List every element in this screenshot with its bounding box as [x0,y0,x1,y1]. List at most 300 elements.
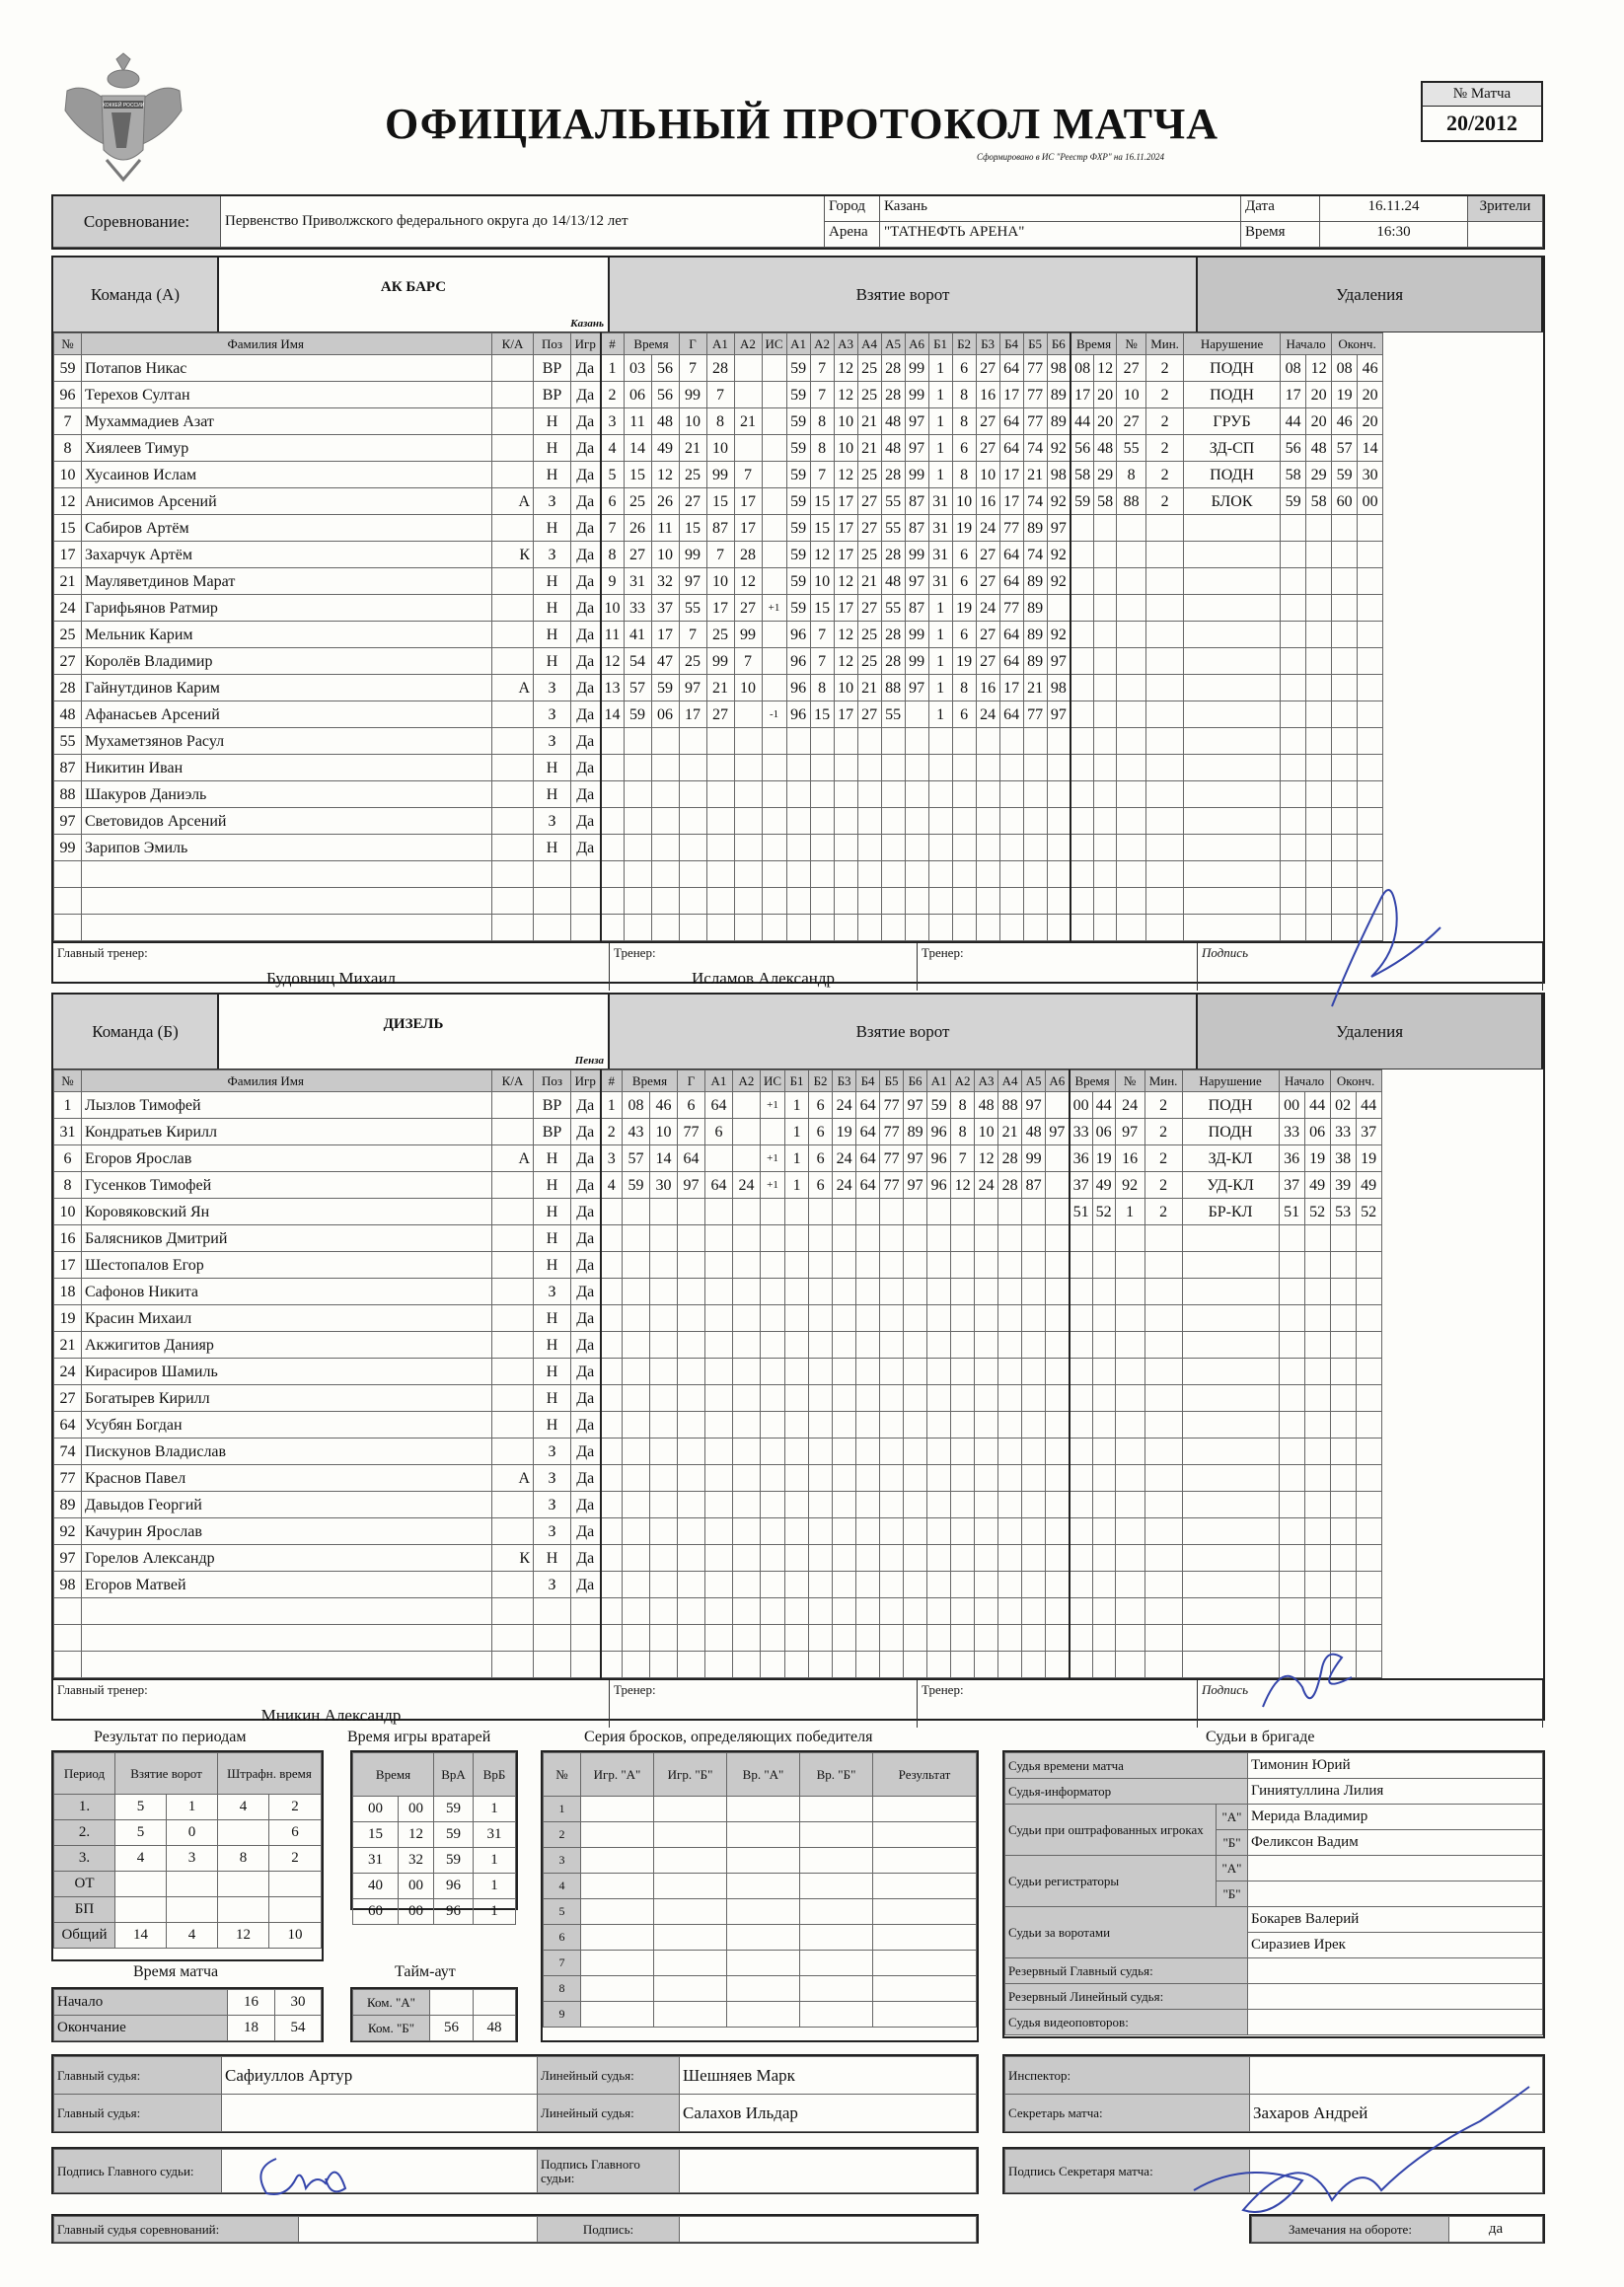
pen-start-sec: 52 [1304,1199,1330,1225]
onice-player: 59 [786,382,810,408]
player-position: Н [534,1332,571,1359]
player-name [82,1598,492,1625]
period-value [167,1897,218,1923]
player-position: Н [534,622,571,648]
pen-player [1117,622,1146,648]
onice-player: 12 [834,568,857,595]
team-b-label: Команда (Б) [53,995,219,1069]
onice-player [951,1625,975,1652]
pen-player: 88 [1117,488,1146,515]
pen-player [1117,728,1146,755]
pen-start-min [1279,1545,1304,1572]
pen-player [1115,1332,1144,1359]
goal-player: 25 [706,622,734,648]
team-a-sign-cell [1198,943,1543,991]
team-a-penalties-title: Удаления [1198,258,1543,332]
goal-time: 26 [624,515,651,542]
onice-player: 74 [1023,542,1047,568]
pen-end-sec: 20 [1358,408,1383,435]
onice-player: 12 [951,1172,975,1199]
player-role: А [492,488,534,515]
goal-player [733,1598,761,1625]
team-a-goals-title: Взятие ворот [610,258,1198,332]
onice-player [1022,1359,1046,1385]
penalty-judge-b: Феликсон Вадим [1248,1830,1543,1856]
player-position: З [534,1439,571,1465]
spectators-label: Зрители [1468,196,1543,222]
onice-player: 64 [856,1145,880,1172]
onice-player [1046,1492,1070,1518]
player-number: 10 [54,462,82,488]
onice-player [785,1598,809,1625]
goal-number: 3 [601,408,625,435]
period-value: 12 [218,1923,269,1949]
onice-player [1022,1279,1046,1305]
goal-player: 55 [679,595,706,622]
pen-minutes [1144,1518,1182,1545]
goal-player [679,835,706,861]
goal-player [733,1279,761,1305]
player-number [54,915,82,941]
player-position [534,1625,571,1652]
shootout-row-number: 1 [544,1797,581,1822]
goal-player: 97 [679,568,706,595]
time-label: Время [1241,222,1320,248]
player-played: Да [571,1385,601,1412]
goal-time: 12 [651,462,679,488]
player-played: Да [571,1092,601,1119]
onice-player [880,1279,904,1305]
secretary-value: Захаров Андрей [1250,2095,1543,2132]
team-b-trainer-label: Тренер: [614,1682,656,1697]
onice-col-header: Б6 [904,1070,927,1092]
onice-player [999,915,1023,941]
goal-judges-label: Судьи за воротами [1005,1907,1248,1958]
onice-player: 77 [880,1145,904,1172]
onice-player: 97 [905,435,928,462]
pen-end-sec [1358,781,1383,808]
shootout-row-number: 9 [544,2002,581,2028]
onice-player: 15 [810,488,834,515]
time-value: 16:30 [1320,222,1468,248]
onice-player [904,1545,927,1572]
player-played: Да [571,595,601,622]
onice-player: 48 [881,435,905,462]
onice-player [880,1359,904,1385]
pen-time-min: 59 [1070,488,1094,515]
pen-player: 27 [1117,355,1146,382]
goalie-time-value: 59 [434,1822,474,1848]
goal-time [650,1385,678,1412]
player-role [492,1279,534,1305]
col-name-header: Фамилия Имя [82,1070,492,1092]
pen-end-min [1332,808,1358,835]
onice-player [1023,808,1047,835]
goalie-time-value: 12 [399,1822,434,1848]
player-number: 16 [54,1225,82,1252]
pen-time-sec [1094,888,1117,915]
match-time-title: Время матча [133,1963,219,1980]
player-role [492,1305,534,1332]
onice-player [834,835,857,861]
goal-situation: +1 [761,1172,785,1199]
onice-player [928,835,952,861]
onice-player [951,1598,975,1625]
player-role [492,1252,534,1279]
onice-player [976,728,999,755]
player-number: 99 [54,835,82,861]
shootout-cell [800,1822,873,1848]
pen-end-min [1330,1305,1356,1332]
goal-player: 97 [679,675,706,701]
player-role [492,1332,534,1359]
onice-player: 24 [976,595,999,622]
period-row [54,1820,322,1846]
period-value [167,1872,218,1897]
onice-player: 21 [998,1119,1022,1145]
onice-player [857,915,881,941]
onice-player [881,861,905,888]
onice-player [856,1492,880,1518]
goal-time: 59 [623,1172,650,1199]
goal-situation: +1 [761,1145,785,1172]
onice-player: 17 [999,462,1023,488]
goal-player: 17 [734,488,762,515]
player-role [492,1598,534,1625]
goal-player [734,355,762,382]
shootout-row-number: 3 [544,1848,581,1874]
onice-player: 64 [999,542,1023,568]
table-row [54,355,1383,382]
col-play-header: Игр [571,1070,601,1092]
onice-player [975,1652,998,1678]
periods-box [51,1750,324,1961]
pen-time-min: 37 [1070,1172,1093,1199]
pen-infraction [1184,755,1281,781]
inspector-table [1004,2056,1543,2132]
pen-infraction [1184,568,1281,595]
pen-time-sec: 52 [1092,1199,1115,1225]
onice-player [881,888,905,915]
signatures-table [53,2149,977,2193]
shootout-col-header: Игр. "А" [581,1753,654,1797]
pen-player [1117,568,1146,595]
onice-player [927,1545,951,1572]
goal-player: 21 [706,675,734,701]
player-played [571,1625,601,1652]
goal-time [650,1279,678,1305]
city-value: Казань [880,196,1241,222]
player-position: Н [534,1199,571,1225]
pen-end-min: 53 [1330,1199,1356,1225]
onice-player [998,1332,1022,1359]
onice-player [1046,1199,1070,1225]
player-role [492,568,534,595]
goal-time [650,1652,678,1678]
time-judge: Тимонин Юрий [1248,1753,1543,1779]
onice-player: 7 [810,462,834,488]
onice-player [928,781,952,808]
pen-end-sec [1356,1518,1381,1545]
penalty-judge-a: Мерида Владимир [1248,1805,1543,1830]
goal-player [705,1412,733,1439]
goal-situation [762,808,786,835]
goal-time [650,1199,678,1225]
player-name: Мельник Карим [82,622,492,648]
pen-infraction: ПОДН [1184,382,1281,408]
col-play-header: Игр [571,333,601,355]
pen-start-min [1281,808,1306,835]
onice-player: 97 [905,568,928,595]
goal-player [678,1439,705,1465]
onice-player [1022,1545,1046,1572]
player-position: Н [534,755,571,781]
pen-minutes [1144,1332,1182,1359]
table-row [54,781,1383,808]
goal-player: 64 [705,1172,733,1199]
pen-time-sec [1094,648,1117,675]
pen-player: 92 [1115,1172,1144,1199]
onice-player [856,1625,880,1652]
onice-player: 89 [1047,382,1070,408]
onice-player: 1 [928,462,952,488]
pen-start-sec [1306,755,1332,781]
player-name: Гарифьянов Ратмир [82,595,492,622]
onice-player [786,915,810,941]
onice-player: 1 [785,1119,809,1145]
goal-player [706,861,734,888]
period-value [269,1897,322,1923]
pen-time-sec [1092,1412,1115,1439]
officials-title: Судьи в бригаде [1206,1729,1315,1745]
goal-situation [761,1572,785,1598]
player-role [492,808,534,835]
player-role [492,861,534,888]
shootout-row-number: 7 [544,1951,581,1976]
goal-number [601,728,625,755]
onice-player: 59 [786,435,810,462]
pen-minutes [1146,835,1184,861]
col-pos-header: Поз [534,1070,571,1092]
shootout-cell [873,1976,977,2002]
table-row [54,435,1383,462]
onice-player: 96 [927,1145,951,1172]
onice-player: 96 [786,701,810,728]
pen-end-sec [1356,1598,1381,1625]
player-position: Н [534,1412,571,1439]
pen-time-sec [1094,622,1117,648]
goal-player [734,435,762,462]
pen-end-sec [1356,1652,1381,1678]
competition-label: Соревнование: [53,196,221,248]
pen-minutes: 2 [1146,355,1184,382]
inspector-box [1002,2054,1545,2133]
onice-player: 7 [810,648,834,675]
team-a-label: Команда (А) [53,258,219,332]
goal-player: 27 [679,488,706,515]
goal-time: 54 [624,648,651,675]
table-row [54,1439,1382,1465]
onice-player [834,755,857,781]
goal-situation [761,1465,785,1492]
pen-start-min [1279,1465,1304,1492]
onice-player [998,1625,1022,1652]
pen-player: 8 [1117,462,1146,488]
goal-player: 99 [706,462,734,488]
player-role [492,888,534,915]
player-position: Н [534,1172,571,1199]
onice-player [1047,835,1070,861]
onice-player: 98 [1047,675,1070,701]
pen-start-sec [1306,542,1332,568]
pen-player [1115,1412,1144,1439]
onice-player: 59 [786,408,810,435]
goalie-time-value: 1 [474,1848,516,1874]
penalty-col-header: Начало [1279,1070,1330,1092]
pen-end-min: 33 [1330,1119,1356,1145]
pen-start-min [1279,1652,1304,1678]
shootout-cell [581,1822,654,1848]
goal-time [623,1412,650,1439]
pen-infraction [1184,808,1281,835]
penalty-col-header: Время [1070,1070,1116,1092]
goal-time: 26 [651,488,679,515]
player-played: Да [571,728,601,755]
pen-start-sec [1306,915,1332,941]
pen-end-sec [1356,1385,1381,1412]
main-ref-label-2: Главный судья: [54,2095,222,2132]
onice-col-header: А4 [998,1070,1022,1092]
pen-time-min [1070,1598,1093,1625]
goal-player [733,1439,761,1465]
timeout-box [350,1987,518,2042]
onice-player [927,1465,951,1492]
pen-start-sec [1304,1332,1330,1359]
penalty-col-header: Нарушение [1182,1070,1279,1092]
onice-player [927,1518,951,1545]
competition-name: Первенство Приволжского федерального округа до 14/13/12 лет [221,196,825,248]
period-value: 4 [167,1923,218,1949]
shootout-cell [654,1899,727,1925]
match-number: 20/2012 [1445,111,1518,135]
pen-start-min [1281,781,1306,808]
pen-time-sec [1092,1492,1115,1518]
goal-number [601,1279,623,1305]
onice-player [785,1279,809,1305]
onice-player [998,1465,1022,1492]
pen-start-sec [1306,781,1332,808]
goal-time [623,1572,650,1598]
goal-player: 7 [679,355,706,382]
goal-time [623,1492,650,1518]
onice-player [809,1545,833,1572]
onice-player [998,1492,1022,1518]
pen-minutes [1144,1225,1182,1252]
goal-player [705,1199,733,1225]
goal-time [623,1305,650,1332]
chief-ref-label: Главный судья соревнований: [54,2217,299,2243]
onice-player: 87 [1022,1172,1046,1199]
onice-player: 1 [928,701,952,728]
onice-player [951,1465,975,1492]
pen-time-min [1070,808,1094,835]
penalty-col-header: Оконч. [1332,333,1383,355]
player-role [492,408,534,435]
shootout-title: Серия бросков, определяющих победителя [584,1729,873,1745]
goal-player [705,1252,733,1279]
onice-player: 77 [1023,355,1047,382]
goal-time: 03 [624,355,651,382]
table-row [54,888,1383,915]
goal-player [678,1465,705,1492]
onice-player [857,861,881,888]
period-value: 4 [115,1846,167,1872]
onice-player [905,888,928,915]
pen-minutes: 2 [1144,1145,1182,1172]
onice-player: 25 [857,542,881,568]
goal-player: 64 [705,1092,733,1119]
player-position: ВР [534,382,571,408]
onice-player: 27 [976,435,999,462]
player-number [54,861,82,888]
onice-player: 19 [952,515,976,542]
onice-player [975,1359,998,1385]
onice-player [951,1225,975,1252]
shootout-cell [800,1925,873,1951]
pen-infraction: ПОДН [1184,462,1281,488]
shootout-row [544,1925,977,1951]
goal-time: 17 [651,622,679,648]
onice-player [857,888,881,915]
onice-player: 8 [951,1119,975,1145]
match-end-h: 18 [228,2016,275,2041]
onice-player [976,861,999,888]
goal-situation [762,861,786,888]
onice-player [833,1545,856,1572]
player-position: Н [534,1225,571,1252]
player-number: 87 [54,755,82,781]
onice-player [998,1305,1022,1332]
onice-player [856,1305,880,1332]
player-role [492,622,534,648]
pen-end-min: 60 [1332,488,1358,515]
goal-situation [761,1492,785,1518]
onice-player [834,728,857,755]
player-name: Гайнутдинов Карим [82,675,492,701]
shootout-row [544,1848,977,1874]
shootout-row [544,2002,977,2028]
onice-player: 10 [834,435,857,462]
pen-start-sec [1304,1518,1330,1545]
pen-time-sec [1094,515,1117,542]
goal-number [601,808,625,835]
onice-player: 28 [881,648,905,675]
pen-infraction: БР-КЛ [1182,1199,1279,1225]
onice-player: 31 [928,488,952,515]
goal-player [678,1545,705,1572]
goal-player [734,861,762,888]
goal-player [734,382,762,408]
player-name: Шестопалов Егор [82,1252,492,1279]
onice-player [928,755,952,781]
pen-infraction [1182,1279,1279,1305]
pen-infraction: ПОДН [1182,1092,1279,1119]
goal-player [734,835,762,861]
goal-number [601,781,625,808]
match-end-label: Окончание [54,2016,228,2041]
pen-start-sec: 19 [1304,1145,1330,1172]
goal-player [733,1092,761,1119]
